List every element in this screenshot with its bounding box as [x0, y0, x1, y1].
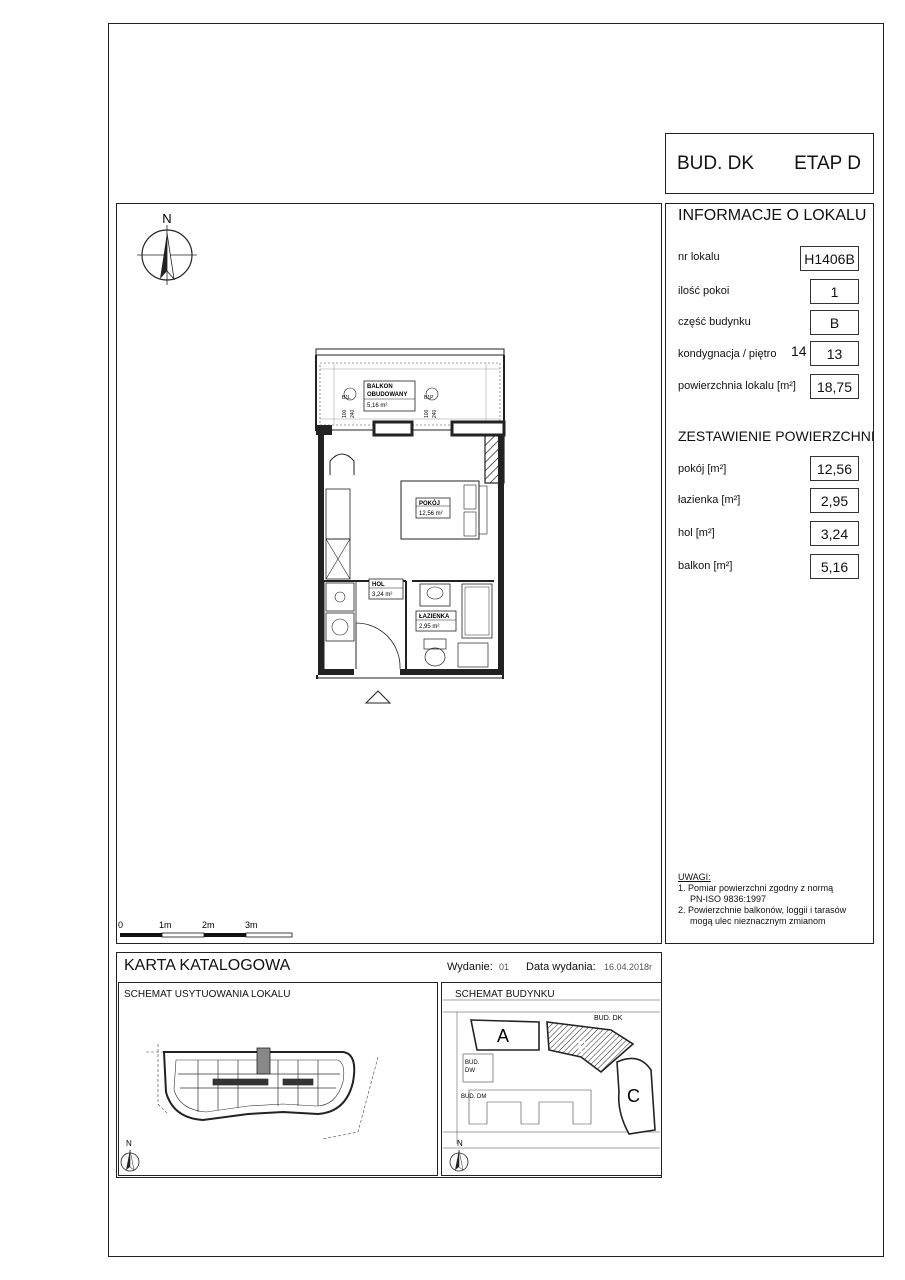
scale-2: 2m [202, 920, 215, 930]
dim-left-1: 100 [342, 409, 348, 418]
building-dw-label-2: DW [465, 1068, 475, 1074]
date-label: Data wydania: [526, 961, 596, 973]
building-a-label: A [497, 1026, 510, 1046]
north-arrow-icon [121, 1150, 139, 1171]
north-arrow-icon [450, 1150, 468, 1171]
info-title: INFORMACJE O LOKALU [678, 207, 867, 224]
dim-left-2: 240 [350, 409, 356, 418]
facade-wall [316, 422, 504, 435]
selected-unit-marker [257, 1048, 270, 1074]
bed [401, 481, 487, 539]
flat-walls [316, 435, 504, 679]
info-value-floor: 13 [810, 341, 859, 366]
info-value-part: B [810, 310, 859, 335]
edition-value: 01 [499, 962, 510, 972]
notes-title: UWAGI: [678, 872, 711, 882]
building-b-label: B [577, 1039, 588, 1056]
info-label-part: część budynku [678, 316, 751, 328]
dim-right-2: 240 [432, 409, 438, 418]
building-c-label: C [627, 1086, 640, 1106]
balcony-area: 5,16 m² [367, 403, 388, 409]
floor-plan-drawing [116, 203, 662, 944]
info-label-rooms: ilość pokoi [678, 285, 730, 297]
area-value-balcony: 5,16 [810, 554, 859, 579]
building-label: BUD. DK [677, 153, 755, 174]
area-label-room: pokój [m²] [678, 463, 727, 475]
info-value-rooms: 1 [810, 279, 859, 304]
north-label: N [162, 211, 172, 226]
room-area: 12,56 m² [419, 511, 443, 517]
info-panel [665, 203, 874, 944]
entrance-marker [366, 691, 390, 703]
hall-name: HOL [372, 582, 385, 588]
location-schema-drawing [118, 982, 438, 1176]
bath-area: 2,95 m² [419, 624, 440, 630]
note-line-1: 1. Pomiar powierzchni zgodny z normą [678, 883, 834, 893]
area-label-balcony: balkon [m²] [678, 560, 733, 572]
scale-bar [118, 920, 292, 937]
catalog-title: KARTA KATALOGOWA [124, 957, 291, 974]
area-value-hall: 3,24 [810, 521, 859, 546]
dim-right-1: 100 [424, 409, 430, 418]
kitchen-furniture [326, 454, 354, 641]
area-value-bath: 2,95 [810, 488, 859, 513]
balcony-name-2: OBUDOWANY [367, 392, 408, 398]
info-value-level: 14 [791, 343, 807, 359]
tag-left: B1L [342, 395, 351, 401]
room-name: POKÓJ [419, 501, 441, 507]
building-dm-label: BUD. DM [461, 1094, 487, 1100]
note-line-2: PN-ISO 9836:1997 [690, 894, 767, 904]
info-label-area: powierzchnia lokalu [m²] [678, 380, 796, 392]
balcony-name: BALKON [367, 384, 393, 390]
location-schema-title: SCHEMAT USYTUOWANIA LOKALU [124, 989, 291, 1000]
scale-3: 3m [245, 920, 258, 930]
building-dw-label-1: BUD. [465, 1060, 480, 1066]
area-value-room: 12,56 [810, 456, 859, 481]
info-value-area: 18,75 [810, 374, 859, 399]
stage-label: ETAP D [794, 153, 861, 174]
info-label-floor: kondygnacja / piętro [678, 348, 777, 360]
footer-north-label-left: N [126, 1139, 132, 1148]
edition-label: Wydanie: [447, 961, 493, 973]
building-schema-title: SCHEMAT BUDYNKU [455, 989, 555, 1000]
scale-0: 0 [118, 920, 124, 930]
area-label-hall: hol [m²] [678, 527, 715, 539]
info-value-nr: H1406B [800, 246, 859, 271]
scale-1: 1m [159, 920, 172, 930]
north-arrow-icon [137, 211, 197, 285]
footer-north-label-right: N [457, 1139, 463, 1148]
hall-area: 3,24 m² [372, 592, 393, 598]
note-line-4: mogą ulec nieznacznym zmianom [690, 916, 826, 926]
area-label-bath: łazienka [m²] [678, 494, 741, 506]
info-label-nr: nr lokalu [678, 251, 720, 263]
note-line-3: 2. Powierzchnie balkonów, loggii i tarasów [678, 905, 847, 915]
bath-name: ŁAZIENKA [419, 614, 450, 620]
areas-title: ZESTAWIENIE POWIERZCHNI [678, 428, 875, 444]
bathroom [416, 584, 492, 667]
building-schema-drawing [441, 982, 662, 1176]
balcony [316, 349, 504, 431]
date-value: 16.04.2018r [604, 962, 653, 972]
building-dk-label: BUD. DK [594, 1015, 623, 1022]
header-box [665, 133, 874, 194]
tag-right: B1P [424, 395, 434, 401]
hall [356, 579, 403, 669]
